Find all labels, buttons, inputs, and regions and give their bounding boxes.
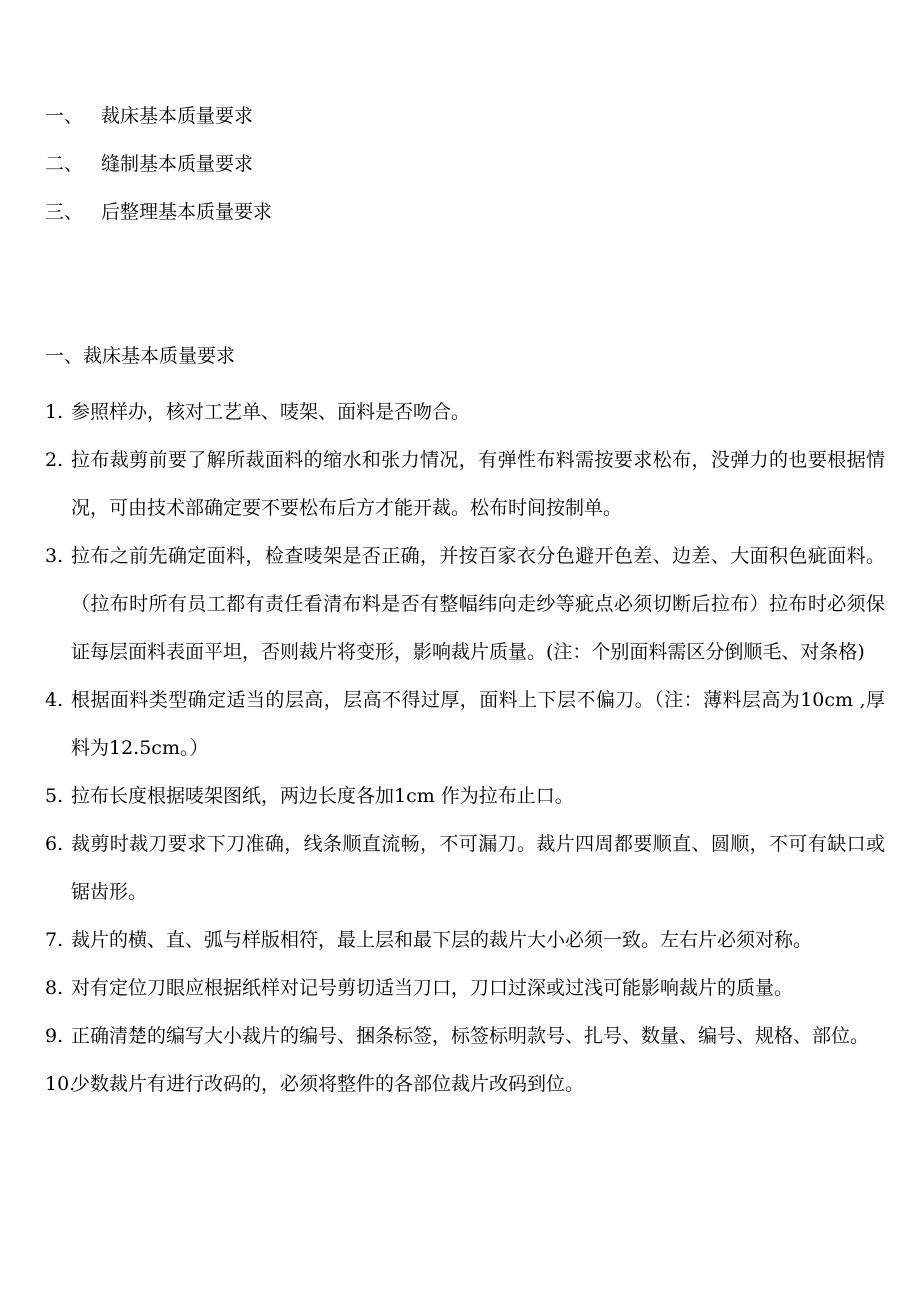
list-item [45, 388, 885, 436]
table-of-contents [45, 100, 645, 244]
list-item-number: 4. [45, 689, 64, 711]
list-item-number: 7. [45, 929, 64, 951]
list-item [45, 1012, 885, 1060]
toc-item-text: 缝制基本质量要求 [101, 153, 254, 175]
list-item [45, 436, 885, 532]
toc-item [45, 196, 645, 244]
list-item-text: 正确清楚的编写大小裁片的编号、捆条标签，标签标明款号、扎号、数量、编号、规格、部位。 [71, 1025, 870, 1047]
list-item-text: 根据面料类型确定适当的层高，层高不得过厚，面料上下层不偏刀。（注：薄料层高为10cm ,厚料为12.5cm。） [71, 689, 885, 759]
list-item-number: 2. [45, 449, 64, 471]
toc-item [45, 148, 645, 196]
list-item-text: 拉布长度根据唛架图纸，两边长度各加1cm 作为拉布止口。 [71, 785, 574, 807]
list-item-number: 3. [45, 545, 64, 567]
list-item-text: 拉布裁剪前要了解所裁面料的缩水和张力情况，有弹性布料需按要求松布，没弹力的也要根据情况，可由技术部确定要不要松布后方才能开裁。松布时间按制单。 [71, 449, 885, 519]
section-cutting-quality [45, 340, 885, 1108]
list-item-text: 对有定位刀眼应根据纸样对记号剪切适当刀口，刀口过深或过浅可能影响裁片的质量。 [71, 977, 794, 999]
list-item-text: 少数裁片有进行改码的，必须将整件的各部位裁片改码到位。 [71, 1073, 585, 1095]
section-title: 一、裁床基本质量要求 [45, 345, 236, 367]
list-item-text: 拉布之前先确定面料，检查唛架是否正确，并按百家衣分色避开色差、边差、大面积色疵面料。（拉布时所有员工都有责任看清布料是否有整幅纬向走纱等疵点必须切断后拉布）拉布时必须保证每层面料表面平坦，否则裁片将变形，影响裁片质量。(注：个别面料需区分倒顺毛、对条格) [71, 545, 885, 663]
toc-item [45, 100, 645, 148]
list-item-text: 参照样办，核对工艺单、唛架、面料是否吻合。 [71, 401, 471, 423]
list-item [45, 916, 885, 964]
list-item-number: 1. [45, 401, 64, 423]
list-item [45, 532, 885, 676]
list-item-text: 裁片的横、直、弧与样版相符，最上层和最下层的裁片大小必须一致。左右片必须对称。 [71, 929, 813, 951]
list-item [45, 964, 885, 1012]
toc-item-number: 二、 [45, 153, 84, 175]
list-item [45, 820, 885, 916]
toc-item-number: 一、 [45, 105, 84, 127]
list-item-number: 6. [45, 833, 64, 855]
list-item [45, 1060, 885, 1108]
toc-item-number: 三、 [45, 201, 84, 223]
list-item-number: 9. [45, 1025, 64, 1047]
requirement-list [45, 388, 885, 1108]
list-item-text: 裁剪时裁刀要求下刀准确，线条顺直流畅，不可漏刀。裁片四周都要顺直、圆顺，不可有缺口或锯齿形。 [71, 833, 885, 903]
list-item-number: 8. [45, 977, 64, 999]
list-item-number: 5. [45, 785, 64, 807]
list-item [45, 772, 885, 820]
list-item [45, 676, 885, 772]
toc-item-text: 后整理基本质量要求 [101, 201, 273, 223]
toc-item-text: 裁床基本质量要求 [101, 105, 254, 127]
list-item-number: 10. [45, 1073, 76, 1095]
